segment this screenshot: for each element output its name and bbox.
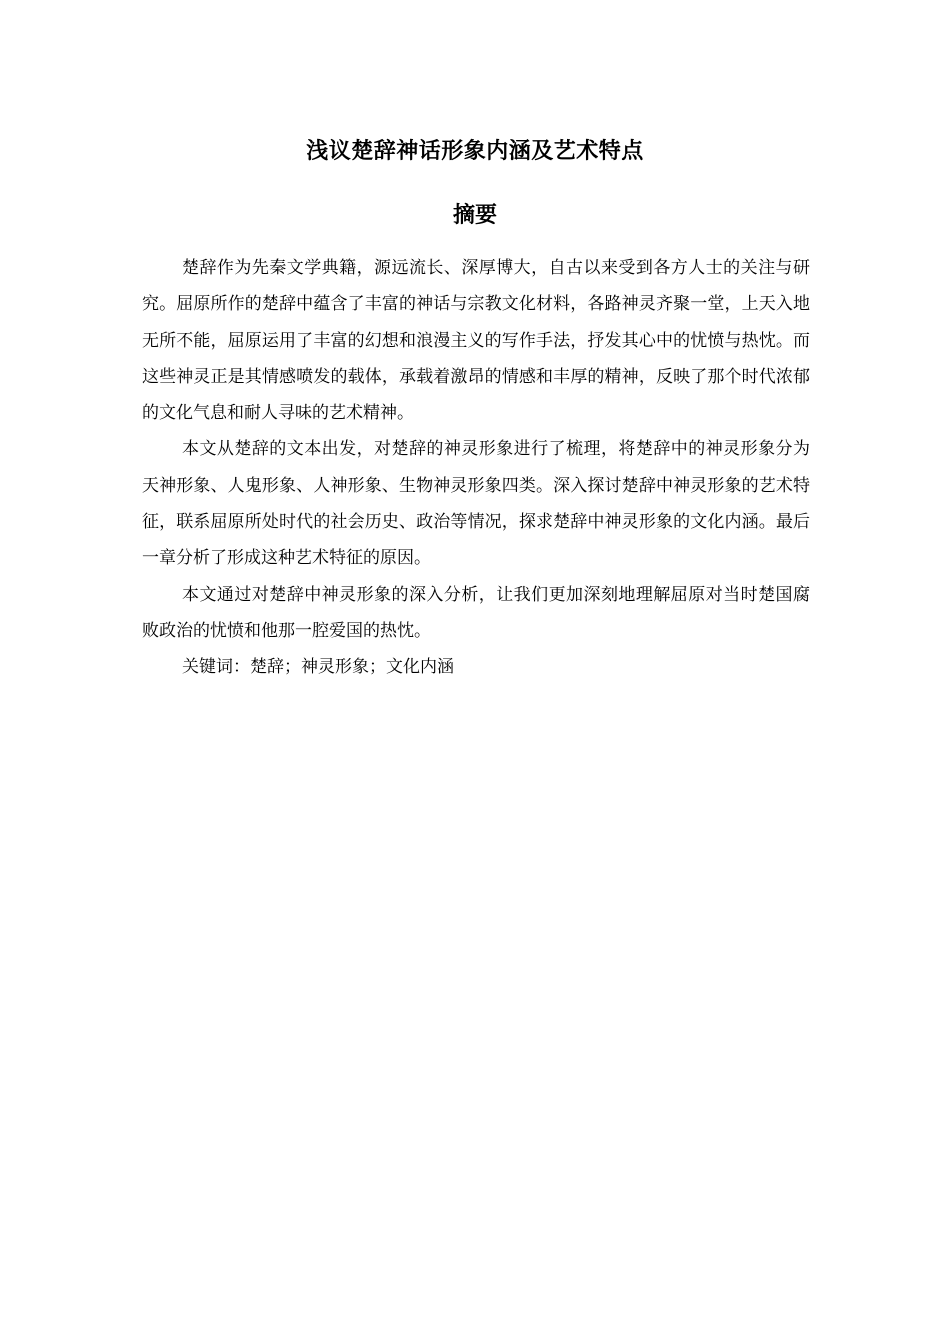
document-title: 浅议楚辞神话形象内涵及艺术特点	[306, 139, 644, 164]
abstract-heading: 摘要	[452, 203, 497, 228]
abstract-paragraph-3: 本文通过对楚辞中神灵形象的深入分析，让我们更加深刻地理解屈原对当时楚国腐败政治的忧愤和他那一腔爱国的热忱。	[142, 584, 810, 641]
abstract-body	[142, 250, 810, 686]
abstract-paragraph-2: 本文从楚辞的文本出发，对楚辞的神灵形象进行了梳理，将楚辞中的神灵形象分为天神形象、人鬼形象、人神形象、生物神灵形象四类。深入探讨楚辞中神灵形象的艺术特征，联系屈原所处时代的社会历史、政治等情况，探求楚辞中神灵形象的文化内涵。最后一章分析了形成这种艺术特征的原因。	[142, 439, 810, 569]
keywords-line: 关键词：楚辞；神灵形象；文化内涵	[182, 657, 454, 678]
abstract-paragraph-1: 楚辞作为先秦文学典籍，源远流长、深厚博大，自古以来受到各方人士的关注与研究。屈原所作的楚辞中蕴含了丰富的神话与宗教文化材料，各路神灵齐聚一堂，上天入地无所不能，屈原运用了丰富的幻想和浪漫主义的写作手法，抒发其心中的忧愤与热忱。而这些神灵正是其情感喷发的载体，承载着激昂的情感和丰厚的精神，反映了那个时代浓郁的文化气息和耐人寻味的艺术精神。	[142, 258, 810, 424]
